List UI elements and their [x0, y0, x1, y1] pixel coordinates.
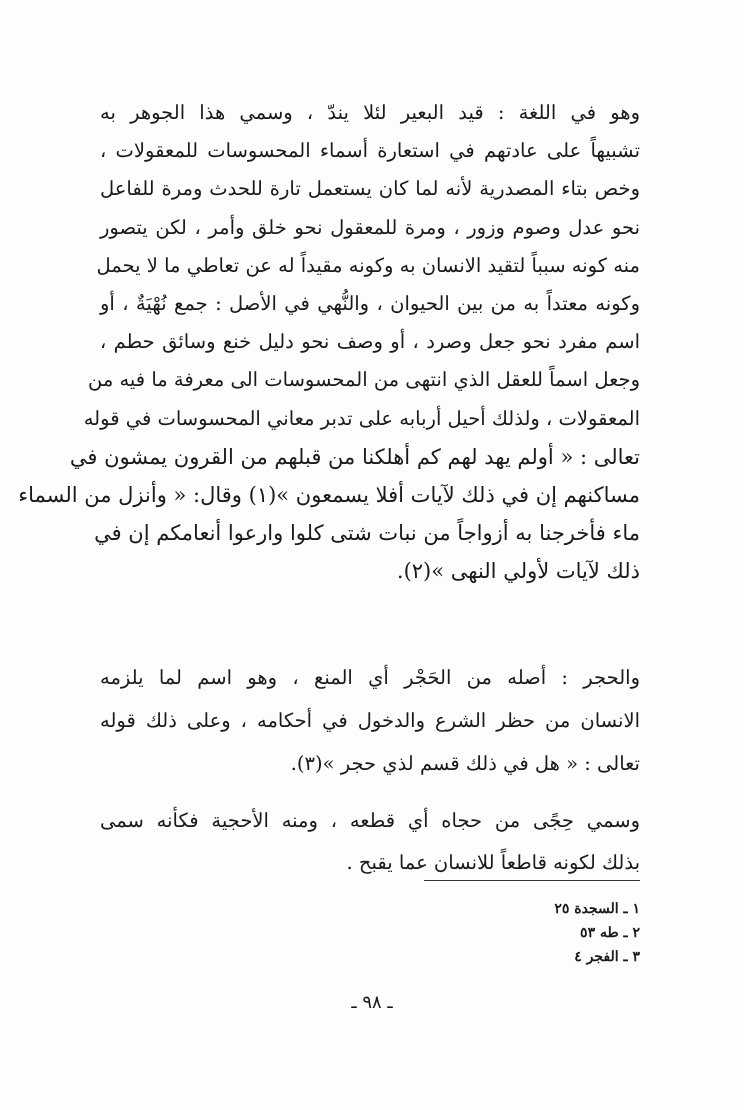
- quran-verse-line: تعالى : « أولم يهد لهم كم أهلكنا من قبلهم من القرون يمشون في: [69, 444, 640, 469]
- footnote-item: ١ ـ السجدة ٢٥: [554, 901, 640, 917]
- quran-verse-line: ذلك لآيات لأولي النهى »(٢).: [396, 559, 640, 584]
- quran-verse-line: ماء فأخرجنا به أزواجاً من نبات شتى كلوا وارعوا أنعامكم إن في: [94, 521, 640, 546]
- text-line: وجعل اسماً للعقل الذي انتهى من المحسوسات الى معرفة ما فيه من: [87, 368, 640, 392]
- text-line: نحو عدل وصوم وزور ، ومرة للمعقول نحو خلق وأمر ، لكن يتصور: [100, 215, 640, 239]
- footnote-divider: [424, 880, 640, 881]
- text-line: بذلك لكونه قاطعاً للانسان عما يقبح .: [346, 851, 640, 874]
- text-line: المعقولات ، ولذلك أحيل أربابه على تدبر معاني المحسوسات في قوله: [83, 406, 640, 430]
- quran-verse-line: مساكنهم إن في ذلك لآيات أفلا يسمعون »(١) وقال: « وأنزل من السماء: [18, 482, 640, 507]
- text-line: الانسان من حظر الشرع والدخول في أحكامه ، وعلى ذلك قوله: [100, 709, 640, 732]
- footnotes: [460, 897, 640, 969]
- text-line: تشبيهاً على عادتهم في استعارة أسماء المحسوسات للمعقولات ،: [100, 139, 640, 163]
- text-line: وسمي حِجًى من حجاه أي قطعه ، ومنه الأحجية فكأنه سمى: [100, 809, 640, 832]
- text-line: وخص بتاء المصدرية لأنه لما كان يستعمل تارة للحدث ومرة للفاعل: [100, 177, 640, 201]
- text-line: منه كونه سبباً لتقيد الانسان به وكونه مقيداً له عن تعاطي ما لا يحمل: [96, 253, 640, 277]
- paragraph-hija: [100, 800, 640, 884]
- text-line: وكونه معتداً به من بين الحيوان ، والنُّهي في الأصل : جمع نُهْيَةٌ ، أو: [100, 291, 640, 315]
- text-line: وهو في اللغة : قيد البعير لئلا يندّ ، وسمي هذا الجوهر به: [100, 101, 640, 124]
- page-number: ـ ٩٨ ـ: [351, 992, 393, 1013]
- paragraph-hijr: [100, 656, 640, 785]
- text-line: والحجر : أصله من الحَجْر أي المنع ، وهو اسم لما يلزمه: [100, 666, 640, 689]
- footnote-item: ٣ ـ الفجر ٤: [574, 949, 640, 965]
- quran-verse-line: تعالى : « هل في ذلك قسم لذي حجر »(٣).: [290, 752, 640, 775]
- footnote-item: ٢ ـ طه ٥٣: [580, 925, 640, 941]
- paragraph-nuha: [18, 94, 640, 590]
- text-line: اسم مفرد نحو جعل وصرد ، أو وصف نحو دليل خنع وسائق حطم ،: [100, 330, 640, 354]
